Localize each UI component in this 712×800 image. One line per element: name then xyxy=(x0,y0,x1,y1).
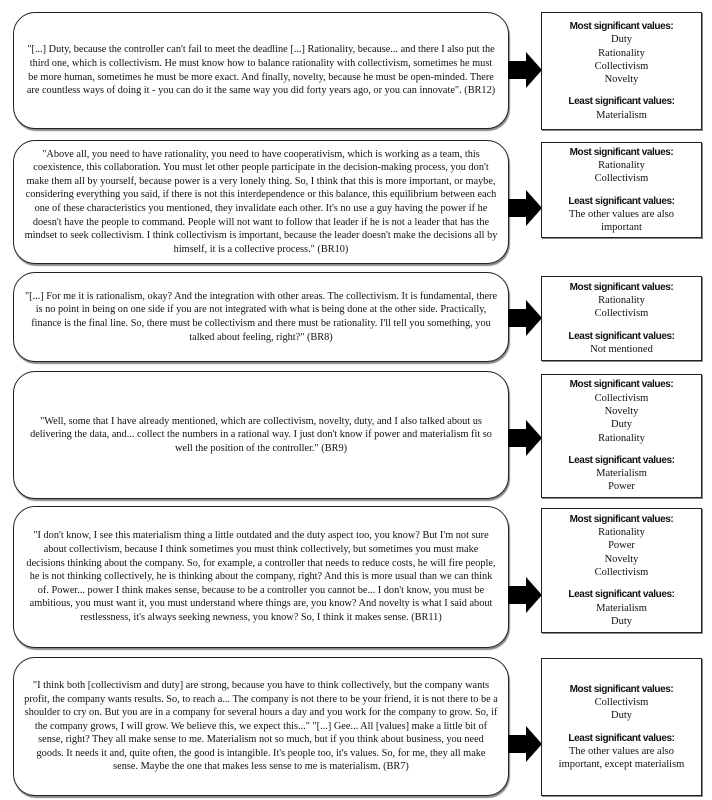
value-item: Materialism xyxy=(596,468,647,480)
value-item: Novelty xyxy=(604,74,639,86)
value-item: Duty xyxy=(611,34,632,46)
values-box-br7 xyxy=(541,658,702,796)
value-item: Not mentioned xyxy=(590,343,653,355)
values-box-br8 xyxy=(541,276,702,361)
quote-text: "I don't know, I see this materialism thing a little outdated and the duty aspect too, you know? But I'm not sure about collectivism, because I think sometimes you must think collectively, but sometimes you must make decisions thinking about the company. So, for example, a controller that needs to reduce costs, he will fire people, he is not thinking collectively, he is thinking about the company, right? And this is more usual than we can think of. Power... power I think makes sense, because to be a controller you cannot be... I don't know, you must be ambitious, you must want it, you must understand where things are, you know? And novelty is what I said about restlessness, it's always seeking newness, you know? So, I think it makes sense. (BR11) xyxy=(26,530,496,623)
value-item: Novelty xyxy=(604,553,639,565)
most-significant-label: Most significant values: xyxy=(569,20,674,32)
value-item: Power xyxy=(608,481,635,493)
value-item: The other values are also important, except materialism xyxy=(558,745,685,771)
value-item: Collectivism xyxy=(594,60,649,72)
value-item: Novelty xyxy=(604,405,639,417)
value-item: Rationality xyxy=(598,432,645,444)
value-item: Rationality xyxy=(598,295,645,307)
most-significant-label: Most significant values: xyxy=(569,683,674,695)
quote-box-br7 xyxy=(13,657,509,796)
arrow-right-icon xyxy=(508,577,542,613)
value-item: Collectivism xyxy=(594,392,649,404)
most-significant-label: Most significant values: xyxy=(569,281,674,293)
arrow-right-icon xyxy=(508,420,542,456)
quote-box-br9 xyxy=(13,371,509,499)
quote-box-br11 xyxy=(13,506,509,648)
values-box-br10 xyxy=(541,142,702,238)
value-item: Power xyxy=(608,540,635,552)
value-item: Materialism xyxy=(596,602,647,614)
most-significant-label: Most significant values: xyxy=(569,513,674,525)
arrow-right-icon xyxy=(508,52,542,88)
least-significant-label: Least significant values: xyxy=(568,96,675,108)
most-significant-label: Most significant values: xyxy=(569,379,674,391)
least-significant-label: Least significant values: xyxy=(568,732,675,744)
value-item: Collectivism xyxy=(594,173,649,185)
most-significant-label: Most significant values: xyxy=(569,146,674,158)
least-significant-label: Least significant values: xyxy=(568,454,675,466)
value-item: Rationality xyxy=(598,47,645,59)
value-item: Rationality xyxy=(598,159,645,171)
value-item: Collectivism xyxy=(594,567,649,578)
quote-text: "I think both [collectivism and duty] are strong, because you have to think collectively, but the company wants profit, the company wants results. So, to reach a... The company is not there to be your friend, it is not there to be a shoulder to cry on. But you are in a company for several hours a day and you work for the company to grow. So, if the company grows, I will grow. We believe this, we expect this..." "[...] Gee... All [values] make a little bit of sense, right? They all make sense to me. Materialism not so much, but if you think about business, you need goods. It needs it and, quite often, the good is intangible. It's people too, it's values. So, for me, they all make sense. Maybe the one that makes less sense to me is materialism. (BR7) xyxy=(24,679,498,773)
quote-text: "[...] Duty, because the controller can't fail to meet the deadline [...] Rationality, because... and there I also put the third one, which is collectivism. He must know how to balance rationality with collectivism, sometimes he must be more human, sometimes he must be more exact. And finally, novelty, because he must be open-minded. There are countless ways of doing it - you can do it the same way you did forty years ago, or you can innovate". (BR12) xyxy=(26,44,496,97)
value-item: Collectivism xyxy=(594,308,649,320)
arrow-right-icon xyxy=(508,300,542,336)
quote-text: "Well, some that I have already mentioned, which are collectivism, novelty, duty, and I also talked about us delivering the data, and... collect the numbers in a rational way. I just don't know if power and materialism fit so well the position of the controller." (BR9) xyxy=(30,415,492,454)
value-item: Materialism xyxy=(596,109,647,121)
values-box-br9 xyxy=(541,374,702,498)
quote-box-br12 xyxy=(13,12,509,129)
arrow-right-icon xyxy=(508,190,542,226)
value-item: Duty xyxy=(611,419,632,431)
quote-text: "Above all, you need to have rationality, you need to have cooperativism, which is working as a team, this coexistence, this collaboration. You must let other people participate in the decision-making process, you don't make them all by yourself, because power is a very lonely thing. So, I think that this is more important, or maybe, considering everything you said, if there is not this interdependence or this balance, this equilibrium between each one of these characteristics you mentioned, they invalidate each other. It's no use a guy having the power if he doesn't have the people to command. People will not want to follow that leader if he is not a leader that has the mindset to seek collectivism. I think collectivism is important, because the leader doesn't make the decisions all by himself, it is a collective process." (BR10) xyxy=(24,148,498,255)
value-item: Collectivism xyxy=(594,696,649,708)
value-item: Duty xyxy=(611,710,632,722)
quote-box-br8 xyxy=(13,272,509,362)
value-item: Duty xyxy=(611,615,632,627)
values-box-br11 xyxy=(541,508,702,633)
least-significant-label: Least significant values: xyxy=(568,589,675,601)
least-significant-label: Least significant values: xyxy=(568,330,675,342)
least-significant-label: Least significant values: xyxy=(568,195,675,207)
quote-box-br10 xyxy=(13,140,509,264)
value-item: Rationality xyxy=(598,527,645,539)
arrow-right-icon xyxy=(508,726,542,762)
value-item: The other values are also important xyxy=(569,208,674,234)
quote-text: "[...] For me it is rationalism, okay? And the integration with other areas. The collectivism. It is fundamental, there is no point in being on one side if you are not integrated with what is being done at the other side. Practically, finance is the final line. So, there must be collectivism and there must be rationality. I'll tell you something, you talked about feeling, right?" (BR8) xyxy=(24,290,498,343)
values-box-br12 xyxy=(541,12,702,130)
